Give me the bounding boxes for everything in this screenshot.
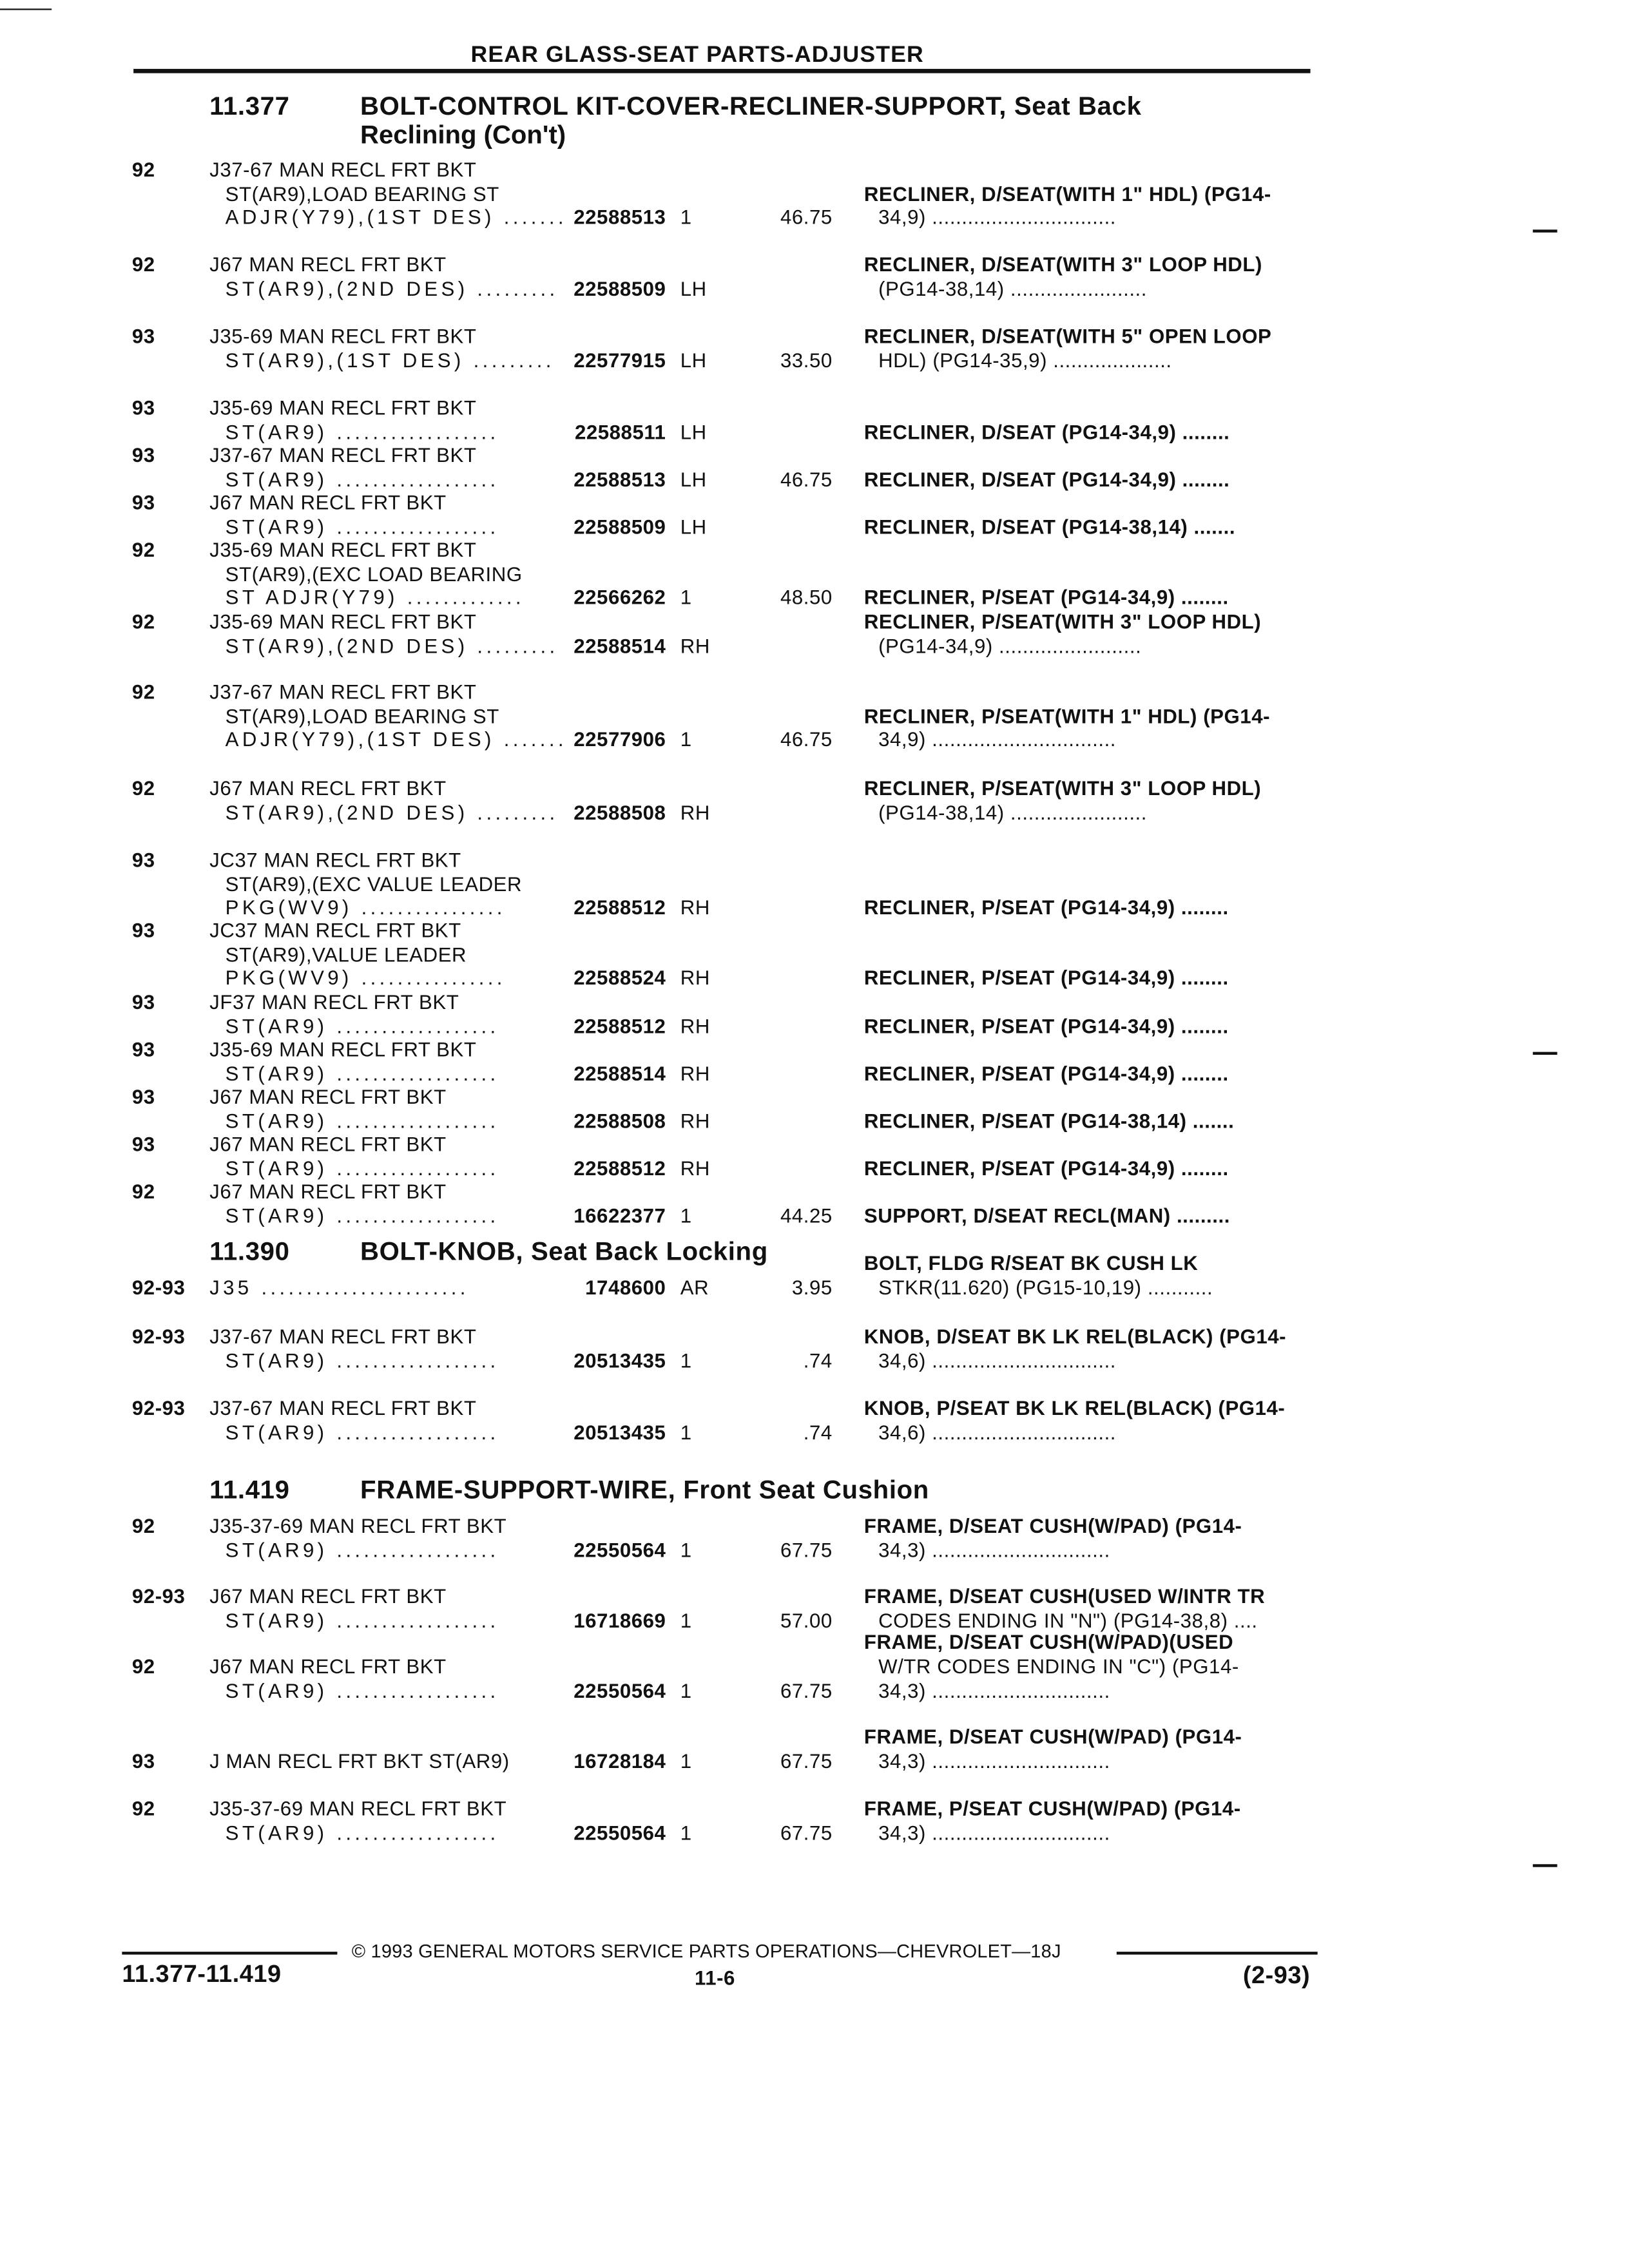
model-line: J37-67 MAN RECL FRT BKT — [209, 158, 477, 181]
section-number: 11.377 — [209, 91, 290, 121]
model-year: 92-93 — [131, 1276, 186, 1299]
model-line: J37-67 MAN RECL FRT BKT — [209, 443, 477, 466]
model-line: J67 MAN RECL FRT BKT — [209, 1179, 447, 1203]
part-number: 16718669 — [574, 1608, 666, 1631]
model-year: 92-93 — [131, 1324, 186, 1348]
unit-price: .74 — [803, 1348, 833, 1372]
model-line: ST(AR9),VALUE LEADER — [225, 942, 467, 966]
part-description: STKR(11.620) (PG15-10,19) ........... — [878, 1276, 1213, 1299]
part-description: RECLINER, P/SEAT (PG14-34,9) ........ — [863, 896, 1229, 919]
footer-rule-left — [122, 1952, 337, 1954]
unit-price: 57.00 — [780, 1608, 833, 1631]
section-number: 11.419 — [209, 1475, 290, 1504]
part-number: 22588514 — [574, 1061, 666, 1084]
part-description: RECLINER, P/SEAT (PG14-38,14) ....... — [863, 1108, 1235, 1132]
unit-price: 67.75 — [780, 1678, 833, 1702]
margin-mark — [1533, 229, 1557, 232]
part-number: 16622377 — [574, 1203, 666, 1227]
part-description: RECLINER, P/SEAT (PG14-34,9) ........ — [863, 966, 1229, 990]
part-number: 22566262 — [574, 586, 666, 609]
model-line: J37-67 MAN RECL FRT BKT — [209, 1324, 477, 1348]
part-description: RECLINER, P/SEAT(WITH 3" LOOP HDL) — [863, 776, 1262, 800]
model-line: ST(AR9) .................. — [225, 1608, 499, 1631]
model-line: ST(AR9),(1ST DES) ......... — [225, 348, 555, 371]
part-number: 20513435 — [574, 1420, 666, 1443]
model-line: ST(AR9) .................. — [225, 419, 499, 443]
model-line: J MAN RECL FRT BKT ST(AR9) — [209, 1749, 510, 1773]
part-description: FRAME, P/SEAT CUSH(W/PAD) (PG14- — [863, 1796, 1241, 1820]
footer-page-range: 11.377-11.419 — [122, 1960, 282, 1988]
part-description: 34,3) .............................. — [878, 1678, 1110, 1702]
part-number: 20513435 — [574, 1348, 666, 1372]
part-description: RECLINER, D/SEAT (PG14-38,14) ....... — [863, 514, 1236, 538]
model-line: J35 ....................... — [209, 1276, 469, 1299]
quantity: RH — [680, 800, 710, 823]
part-description: 34,6) ............................... — [878, 1420, 1117, 1443]
model-year: 92 — [131, 253, 155, 276]
model-line: J37-67 MAN RECL FRT BKT — [209, 680, 477, 704]
model-year: 92 — [131, 776, 155, 800]
model-year: 93 — [131, 396, 155, 419]
top-left-mark — [0, 8, 52, 10]
unit-price: 44.25 — [780, 1203, 833, 1227]
model-line: ST(AR9),LOAD BEARING ST — [225, 704, 499, 727]
unit-price: 67.75 — [780, 1820, 833, 1844]
model-year: 93 — [131, 1749, 155, 1773]
model-year: 92 — [131, 610, 155, 633]
quantity: 1 — [680, 1820, 692, 1844]
model-line: ST(AR9) .................. — [225, 467, 499, 490]
quantity: 1 — [680, 205, 692, 229]
model-line: J67 MAN RECL FRT BKT — [209, 490, 447, 514]
model-line: ST(AR9),(2ND DES) ......... — [225, 800, 559, 823]
part-number: 16728184 — [574, 1749, 666, 1773]
model-line: ST(AR9) .................. — [225, 1203, 499, 1227]
model-year: 93 — [131, 1084, 155, 1108]
part-description: 34,6) ............................... — [878, 1348, 1117, 1372]
part-description: CODES ENDING IN "N") (PG14-38,8) .... — [878, 1608, 1258, 1631]
model-line: J35-37-69 MAN RECL FRT BKT — [209, 1796, 507, 1820]
model-line: ST(AR9),(EXC VALUE LEADER — [225, 872, 523, 895]
part-description: 34,3) .............................. — [878, 1749, 1110, 1773]
part-description: BOLT, FLDG R/SEAT BK CUSH LK — [863, 1252, 1199, 1275]
part-number: 22550564 — [574, 1678, 666, 1702]
unit-price: 3.95 — [791, 1276, 833, 1299]
part-number: 22588512 — [574, 1156, 666, 1179]
part-description: RECLINER, P/SEAT (PG14-34,9) ........ — [863, 1014, 1229, 1037]
part-description: RECLINER, P/SEAT(WITH 1" HDL) (PG14- — [863, 704, 1271, 727]
model-line: J35-37-69 MAN RECL FRT BKT — [209, 1514, 507, 1537]
header-rule — [133, 69, 1310, 73]
part-description: 34,3) .............................. — [878, 1820, 1110, 1844]
quantity: AR — [680, 1276, 709, 1299]
quantity: 1 — [680, 727, 692, 751]
part-number: 22588512 — [574, 896, 666, 919]
quantity: RH — [680, 1156, 710, 1179]
model-line: J35-69 MAN RECL FRT BKT — [209, 1037, 477, 1061]
model-year: 93 — [131, 918, 155, 942]
part-number: 22577906 — [574, 727, 666, 751]
quantity: LH — [680, 348, 707, 371]
part-number: 22588524 — [574, 966, 666, 990]
quantity: RH — [680, 633, 710, 657]
model-year: 92 — [131, 1655, 155, 1678]
unit-price: 46.75 — [780, 205, 833, 229]
model-year: 92 — [131, 1514, 155, 1537]
model-line: J67 MAN RECL FRT BKT — [209, 1584, 447, 1608]
unit-price: 67.75 — [780, 1749, 833, 1773]
part-description: FRAME, D/SEAT CUSH(W/PAD) (PG14- — [863, 1725, 1242, 1749]
unit-price: 46.75 — [780, 727, 833, 751]
part-description: FRAME, D/SEAT CUSH(USED W/INTR TR — [863, 1584, 1266, 1608]
quantity: 1 — [680, 1203, 692, 1227]
part-description: RECLINER, P/SEAT (PG14-34,9) ........ — [863, 586, 1229, 609]
unit-price: 67.75 — [780, 1537, 833, 1561]
quantity: 1 — [680, 1537, 692, 1561]
model-line: J35-69 MAN RECL FRT BKT — [209, 538, 477, 561]
quantity: 1 — [680, 1608, 692, 1631]
part-description: FRAME, D/SEAT CUSH(W/PAD)(USED — [863, 1631, 1234, 1654]
part-description: RECLINER, P/SEAT(WITH 3" LOOP HDL) — [863, 610, 1262, 633]
model-line: PKG(WV9) ................ — [225, 966, 506, 990]
unit-price: 48.50 — [780, 586, 833, 609]
model-line: ST(AR9) .................. — [225, 1061, 499, 1084]
unit-price: 46.75 — [780, 467, 833, 490]
model-line: ST(AR9) .................. — [225, 1537, 499, 1561]
part-description: RECLINER, D/SEAT(WITH 5" OPEN LOOP — [863, 324, 1272, 348]
part-description: RECLINER, P/SEAT (PG14-34,9) ........ — [863, 1156, 1229, 1179]
part-description: 34,9) ............................... — [878, 205, 1117, 229]
model-line: ST(AR9) .................. — [225, 1420, 499, 1443]
model-line: JC37 MAN RECL FRT BKT — [209, 918, 461, 942]
model-line: ADJR(Y79),(1ST DES) ....... — [225, 727, 567, 751]
model-line: ST(AR9),(EXC LOAD BEARING — [225, 562, 523, 585]
model-line: J35-69 MAN RECL FRT BKT — [209, 396, 477, 419]
part-description: RECLINER, D/SEAT (PG14-34,9) ........ — [863, 419, 1230, 443]
part-description: (PG14-34,9) ........................ — [878, 633, 1142, 657]
model-line: ST(AR9) .................. — [225, 1108, 499, 1132]
section-title: FRAME-SUPPORT-WIRE, Front Seat Cushion — [360, 1475, 929, 1504]
quantity: LH — [680, 467, 707, 490]
model-year: 93 — [131, 848, 155, 871]
part-description: 34,9) ............................... — [878, 727, 1117, 751]
model-line: ST(AR9) .................. — [225, 1014, 499, 1037]
part-description: RECLINER, D/SEAT(WITH 1" HDL) (PG14- — [863, 181, 1271, 205]
model-line: ST(AR9),LOAD BEARING ST — [225, 181, 499, 205]
quantity: 1 — [680, 1749, 692, 1773]
footer-copyright: © 1993 GENERAL MOTORS SERVICE PARTS OPERATIONS—CHEVROLET—18J — [351, 1940, 1061, 1962]
part-number: 22588512 — [574, 1014, 666, 1037]
part-description: KNOB, D/SEAT BK LK REL(BLACK) (PG14- — [863, 1324, 1287, 1348]
model-line: J35-69 MAN RECL FRT BKT — [209, 324, 477, 348]
part-description: HDL) (PG14-35,9) .................... — [878, 348, 1172, 371]
model-line: ST(AR9) .................. — [225, 1156, 499, 1179]
part-number: 22577915 — [574, 348, 666, 371]
quantity: 1 — [680, 1420, 692, 1443]
footer-rule-right — [1117, 1952, 1318, 1954]
part-description: RECLINER, D/SEAT(WITH 3" LOOP HDL) — [863, 253, 1262, 276]
model-line: J35-69 MAN RECL FRT BKT — [209, 610, 477, 633]
model-year: 92-93 — [131, 1396, 186, 1419]
model-line: JF37 MAN RECL FRT BKT — [209, 990, 459, 1014]
quantity: 1 — [680, 1348, 692, 1372]
footer-page-number: 11-6 — [695, 1966, 735, 1990]
part-description: SUPPORT, D/SEAT RECL(MAN) ......... — [863, 1203, 1230, 1227]
part-description: (PG14-38,14) ....................... — [878, 800, 1147, 823]
quantity: RH — [680, 1061, 710, 1084]
model-year: 92 — [131, 1796, 155, 1820]
part-description: RECLINER, D/SEAT (PG14-34,9) ........ — [863, 467, 1230, 490]
model-line: ST(AR9) .................. — [225, 514, 499, 538]
model-year: 92 — [131, 158, 155, 181]
model-line: ADJR(Y79),(1ST DES) ....... — [225, 205, 567, 229]
model-year: 92 — [131, 538, 155, 561]
quantity: RH — [680, 1014, 710, 1037]
quantity: RH — [680, 966, 710, 990]
section-title: BOLT-KNOB, Seat Back Locking — [360, 1236, 768, 1266]
model-line: J67 MAN RECL FRT BKT — [209, 1132, 447, 1155]
model-line: J67 MAN RECL FRT BKT — [209, 776, 447, 800]
quantity: LH — [680, 276, 707, 300]
footer-date: (2-93) — [1242, 1961, 1311, 1990]
part-number: 22588509 — [574, 276, 666, 300]
part-number: 22588508 — [574, 1108, 666, 1132]
model-line: J67 MAN RECL FRT BKT — [209, 1084, 447, 1108]
model-line: ST(AR9) .................. — [225, 1678, 499, 1702]
section-subtitle: Reclining (Con't) — [360, 120, 566, 149]
model-year: 93 — [131, 490, 155, 514]
part-number: 22588514 — [574, 633, 666, 657]
model-year: 92 — [131, 680, 155, 704]
quantity: 1 — [680, 1678, 692, 1702]
part-description: KNOB, P/SEAT BK LK REL(BLACK) (PG14- — [863, 1396, 1286, 1419]
model-line: ST(AR9),(2ND DES) ......... — [225, 276, 559, 300]
model-year: 93 — [131, 990, 155, 1014]
part-description: RECLINER, P/SEAT (PG14-34,9) ........ — [863, 1061, 1229, 1084]
quantity: RH — [680, 896, 710, 919]
section-title: BOLT-CONTROL KIT-COVER-RECLINER-SUPPORT, Seat Back — [360, 91, 1142, 121]
part-number: 1748600 — [585, 1276, 666, 1299]
model-line: ST(AR9) .................. — [225, 1820, 499, 1844]
part-description: 34,3) .............................. — [878, 1537, 1110, 1561]
part-description: W/TR CODES ENDING IN "C") (PG14- — [878, 1655, 1239, 1678]
section-number: 11.390 — [209, 1236, 290, 1266]
model-line: J67 MAN RECL FRT BKT — [209, 253, 447, 276]
quantity: RH — [680, 1108, 710, 1132]
model-year: 92-93 — [131, 1584, 186, 1608]
unit-price: 33.50 — [780, 348, 833, 371]
model-year: 92 — [131, 1179, 155, 1203]
model-line: PKG(WV9) ................ — [225, 896, 506, 919]
unit-price: .74 — [803, 1420, 833, 1443]
part-number: 22588508 — [574, 800, 666, 823]
model-line: ST ADJR(Y79) ............. — [225, 586, 525, 609]
part-number: 22588511 — [574, 419, 666, 443]
quantity: LH — [680, 419, 707, 443]
model-year: 93 — [131, 1037, 155, 1061]
quantity: 1 — [680, 586, 692, 609]
part-description: FRAME, D/SEAT CUSH(W/PAD) (PG14- — [863, 1514, 1242, 1537]
page-title: REAR GLASS-SEAT PARTS-ADJUSTER — [470, 43, 924, 68]
model-line: ST(AR9) .................. — [225, 1348, 499, 1372]
model-year: 93 — [131, 443, 155, 466]
model-line: J37-67 MAN RECL FRT BKT — [209, 1396, 477, 1419]
part-number: 22550564 — [574, 1537, 666, 1561]
model-year: 93 — [131, 1132, 155, 1155]
part-number: 22588509 — [574, 514, 666, 538]
model-line: J67 MAN RECL FRT BKT — [209, 1655, 447, 1678]
part-number: 22588513 — [574, 467, 666, 490]
quantity: LH — [680, 514, 707, 538]
model-line: ST(AR9),(2ND DES) ......... — [225, 633, 559, 657]
model-year: 93 — [131, 324, 155, 348]
margin-mark — [1533, 1864, 1557, 1867]
part-description: (PG14-38,14) ....................... — [878, 276, 1147, 300]
part-number: 22588513 — [574, 205, 666, 229]
part-number: 22550564 — [574, 1820, 666, 1844]
model-line: JC37 MAN RECL FRT BKT — [209, 848, 461, 871]
margin-mark — [1533, 1052, 1557, 1055]
